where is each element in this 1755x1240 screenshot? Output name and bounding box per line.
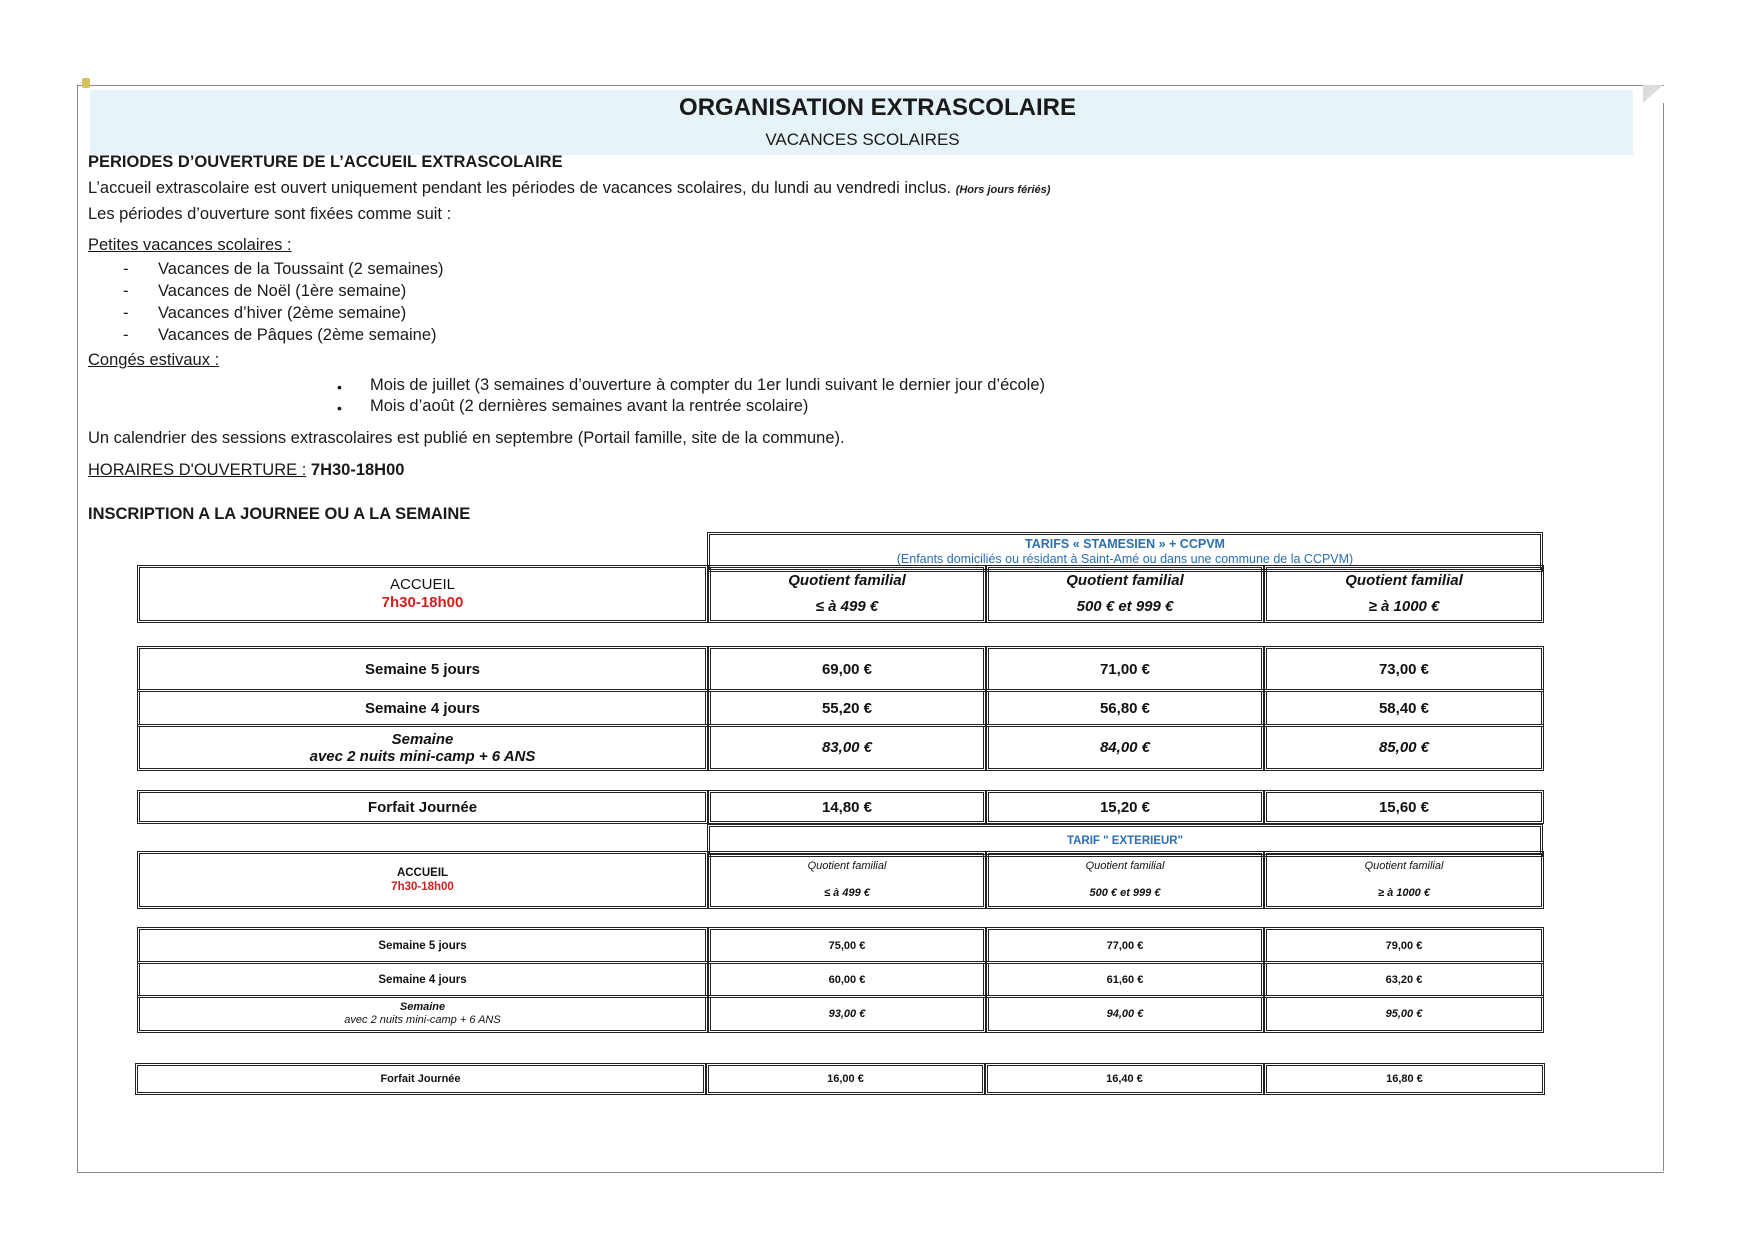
- price-cell: 55,20 €: [708, 689, 986, 727]
- table1-qf-cell: [986, 565, 1264, 623]
- price-cell: 75,00 €: [708, 927, 986, 964]
- periods-heading: PERIODES D’OUVERTURE DE L’ACCUEIL EXTRASCOLAIRE: [88, 153, 563, 171]
- small-holiday-item: Vacances de la Toussaint (2 semaines): [158, 260, 444, 278]
- bullet-marker: •: [337, 400, 342, 416]
- table2-header-row: [137, 851, 1544, 909]
- table2-qf-label: Quotient familial: [1364, 860, 1444, 872]
- table1-qf-label: Quotient familial: [1345, 572, 1463, 589]
- price-cell: 95,00 €: [1264, 995, 1544, 1033]
- table-row: [135, 1063, 1545, 1095]
- opening-hours-value: 7H30-18H00: [310, 461, 405, 479]
- row-label-line: Semaine: [391, 730, 454, 748]
- summer-label: Congés estivaux :: [88, 351, 220, 369]
- row-label: Forfait Journée: [137, 790, 708, 824]
- dash-marker: -: [123, 304, 129, 322]
- price-cell: 58,40 €: [1264, 689, 1544, 727]
- table2-qf-range: ≤ à 499 €: [824, 887, 870, 899]
- table2-qf-cell: [708, 851, 986, 909]
- table2-qf-cell: [986, 851, 1264, 909]
- table2-qf-label: Quotient familial: [807, 860, 887, 872]
- dash-marker: -: [123, 326, 129, 344]
- price-cell: 84,00 €: [986, 724, 1264, 771]
- small-holiday-item: Vacances d’hiver (2ème semaine): [158, 304, 407, 322]
- periods-line-1-text: L’accueil extrascolaire est ouvert uniquement pendant les périodes de vacances scolaires, du lundi au vendredi inclus.: [88, 179, 952, 197]
- bullet-marker: •: [337, 379, 342, 395]
- summer-item: Mois de juillet (3 semaines d’ouverture à compter du 1er lundi suivant le dernier jour d’école): [370, 376, 1046, 394]
- row-label-line: Semaine: [399, 1001, 446, 1013]
- dash-marker: -: [123, 260, 129, 278]
- document-title: ORGANISATION EXTRASCOLAIRE: [679, 94, 1076, 121]
- periods-line-1-note: (Hors jours fériés): [955, 184, 1051, 196]
- price-cell: 79,00 €: [1264, 927, 1544, 964]
- price-cell: 16,00 €: [706, 1063, 985, 1095]
- document-subtitle: VACANCES SCOLAIRES: [765, 130, 960, 149]
- price-cell: 16,80 €: [1264, 1063, 1545, 1095]
- row-label: Semaine 5 jours: [137, 927, 708, 964]
- price-cell: 93,00 €: [708, 995, 986, 1033]
- price-cell: 14,80 €: [708, 790, 986, 824]
- row-label-line: avec 2 nuits mini-camp + 6 ANS: [344, 1014, 501, 1026]
- table1-header-row: [137, 565, 1544, 623]
- table1-qf-range: ≥ à 1000 €: [1368, 598, 1440, 615]
- table1-tarif-subtitle: (Enfants domiciliés ou résidant à Saint-Amé ou dans une commune de la CCPVM): [896, 552, 1354, 566]
- inscription-heading: INSCRIPTION A LA JOURNEE OU A LA SEMAINE: [88, 505, 471, 523]
- periods-line-1: [88, 179, 1050, 198]
- table2-qf-label: Quotient familial: [1085, 860, 1165, 872]
- row-label: Semaine 5 jours: [137, 646, 708, 692]
- price-cell: 71,00 €: [986, 646, 1264, 692]
- table2-qf-range: 500 € et 999 €: [1089, 887, 1161, 899]
- small-holidays-label: Petites vacances scolaires :: [88, 236, 292, 254]
- table2-qf-range: ≥ à 1000 €: [1378, 887, 1430, 899]
- table1-accueil-label: ACCUEIL: [389, 576, 456, 593]
- table2-qf-cell: [1264, 851, 1544, 909]
- price-cell: 16,40 €: [985, 1063, 1264, 1095]
- price-cell: 77,00 €: [986, 927, 1264, 964]
- table-row: [137, 689, 1544, 727]
- row-label-line: avec 2 nuits mini-camp + 6 ANS: [309, 747, 536, 765]
- row-label: Forfait Journée: [135, 1063, 706, 1095]
- row-label: Semaine 4 jours: [137, 689, 708, 727]
- table-row: [137, 724, 1544, 771]
- table2-accueil-label: ACCUEIL: [396, 867, 449, 879]
- price-cell: 15,60 €: [1264, 790, 1544, 824]
- dash-marker: -: [123, 282, 129, 300]
- row-label: Semaine 4 jours: [137, 961, 708, 998]
- summer-item: Mois d’août (2 dernières semaines avant la rentrée scolaire): [370, 397, 809, 415]
- table1-qf-range: 500 € et 999 €: [1076, 598, 1174, 615]
- document-frame-right-edge: [1663, 103, 1664, 1171]
- price-cell: 85,00 €: [1264, 724, 1544, 771]
- price-cell: 83,00 €: [708, 724, 986, 771]
- table1-tarif-title: TARIFS « STAMESIEN » + CCPVM: [1025, 537, 1225, 551]
- calendar-note: Un calendrier des sessions extrascolaires est publié en septembre (Portail famille, site de la commune).: [88, 429, 845, 447]
- table2-tarif-title: TARIF " EXTERIEUR": [1066, 834, 1184, 847]
- price-cell: 73,00 €: [1264, 646, 1544, 692]
- table1-qf-label: Quotient familial: [1066, 572, 1184, 589]
- table-row: [137, 961, 1544, 998]
- row-label: [137, 995, 708, 1033]
- price-cell: 69,00 €: [708, 646, 986, 692]
- price-cell: 15,20 €: [986, 790, 1264, 824]
- table-row: [137, 646, 1544, 692]
- table1-accueil-hours: 7h30-18h00: [381, 594, 464, 611]
- opening-hours: [88, 461, 404, 480]
- table2-accueil-cell: [137, 851, 708, 909]
- table-row: [137, 790, 1544, 824]
- table2-accueil-hours: 7h30-18h00: [391, 881, 454, 893]
- small-holiday-item: Vacances de Pâques (2ème semaine): [158, 326, 437, 344]
- price-cell: 63,20 €: [1264, 961, 1544, 998]
- periods-line-2: Les périodes d’ouverture sont fixées comme suit :: [88, 205, 452, 223]
- table1-qf-range: ≤ à 499 €: [815, 598, 879, 615]
- table1-qf-cell: [708, 565, 986, 623]
- price-cell: 61,60 €: [986, 961, 1264, 998]
- opening-hours-label: HORAIRES D'OUVERTURE :: [88, 461, 307, 479]
- pin-icon: [82, 78, 90, 88]
- small-holiday-item: Vacances de Noël (1ère semaine): [158, 282, 407, 300]
- row-label: [137, 724, 708, 771]
- price-cell: 94,00 €: [986, 995, 1264, 1033]
- table1-accueil-cell: [137, 565, 708, 623]
- price-cell: 60,00 €: [708, 961, 986, 998]
- table1-qf-label: Quotient familial: [788, 572, 906, 589]
- table1-qf-cell: [1264, 565, 1544, 623]
- table-row: [137, 995, 1544, 1033]
- table-row: [137, 927, 1544, 964]
- price-cell: 56,80 €: [986, 689, 1264, 727]
